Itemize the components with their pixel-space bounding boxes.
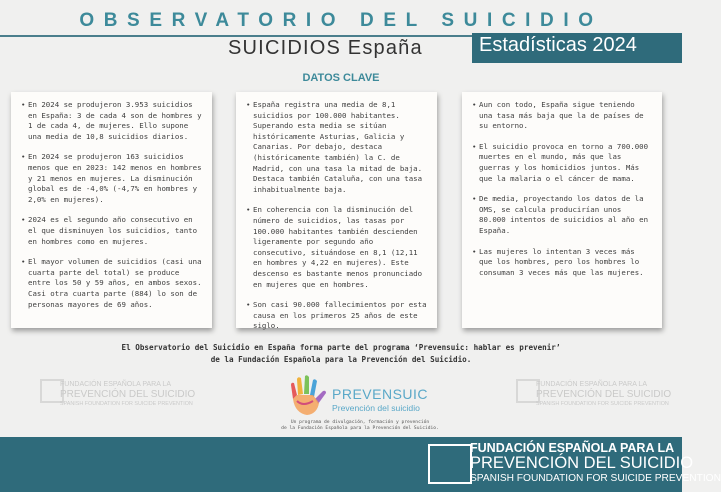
program-note-line-2: de la Fundación Española para la Prevención del Suicidio. [210, 355, 472, 364]
foundation-name-line-1: FUNDACIÓN ESPAÑOLA PARA LA [470, 441, 675, 455]
key-data-item: • El mayor volumen de suicidios (casi una cuarta parte del total) se produce entre los 50 y 59 años, en ambos sexos. Casi otra cuarta parte (884) lo son de personas mayores de 69 años. [21, 257, 202, 310]
key-data-list [472, 100, 652, 278]
foundation-name-line-2: PREVENCIÓN DEL SUICIDIO [470, 454, 694, 472]
key-data-card-3 [462, 92, 662, 328]
colorful-hand-icon [283, 371, 331, 419]
key-data-item: • Las mujeres lo intentan 3 veces más que los hombres, pero los hombres lo consuman 3 veces más que las mujeres. [472, 247, 652, 279]
key-data-item: • En 2024 se produjeron 163 suicidios menos que en 2023: 142 menos en hombres y 21 menos en mujeres. La disminución global es de -4,0% (-4,7% en hombres y 2,0% en mujeres). [21, 152, 202, 205]
program-note [0, 342, 682, 366]
prevensuic-logo-name: PREVENSUIC [332, 386, 429, 402]
section-title: DATOS CLAVE [302, 72, 380, 84]
prevensuic-tagline: Prevención del suicidio [332, 403, 420, 413]
stats-year-badge: Estadísticas 2024 [472, 33, 682, 63]
program-note-line-1: El Observatorio del Suicidio en España forma parte del programa ‘Prevensuic: hablar es prevenir’ [121, 343, 561, 352]
foundation-watermark-right: FUNDACIÓN ESPAÑOLA PARA LA PREVENCIÓN DEL SUICIDIO SPANISH FOUNDATION FOR SUICIDE PREVENTION [516, 379, 676, 411]
key-data-item: • En 2024 se produjeron 3.953 suicidios en España: 3 de cada 4 son de hombres y 1 de cada 4, de mujeres. Ello supone una media de 10,8 suicidios diarios. [21, 100, 202, 142]
foundation-name-english: SPANISH FOUNDATION FOR SUICIDE PREVENTION [470, 473, 721, 484]
key-data-item: • En coherencia con la disminución del número de suicidios, las tasas por 100.000 habitantes también descienden ligeramente por segundo año consecutivo, situándose en 8,1 (12,11 en hombres y 4,22 en mujeres). Este descenso es bastante menos pronunciado en mujeres que en hombres. [246, 205, 427, 290]
key-data-item: • El suicidio provoca en torno a 700.000 muertes en el mundo, más que las guerras y los homicidios juntos. Más que la malaria o el cáncer de mama. [472, 142, 652, 184]
key-data-card-2 [236, 92, 437, 331]
key-data-item: • Son casi 90.000 fallecimientos por esta causa en los primeros 25 años de este siglo. [246, 300, 427, 332]
key-data-item: • 2024 es el segundo año consecutivo en el que disminuyen los suicidios, tanto en hombres como en mujeres. [21, 215, 202, 247]
key-data-item: • De media, proyectando los datos de la OMS, se calcula producirían unos 80.000 intentos de suicidios al año en España. [472, 194, 652, 236]
page-subtitle: SUICIDIOS España [228, 37, 423, 59]
key-data-list [246, 100, 427, 332]
prevensuic-description: Un programa de divulgación, formación y prevención de la Fundación Española para la Prevención del Suicidio. [281, 420, 439, 431]
observatory-title: OBSERVATORIO DEL SUICIDIO [79, 10, 603, 31]
key-data-list [21, 100, 202, 310]
key-data-card-1 [11, 92, 212, 328]
logo-square-icon [428, 444, 472, 484]
foundation-watermark-left: FUNDACIÓN ESPAÑOLA PARA LA PREVENCIÓN DEL SUICIDIO SPANISH FOUNDATION FOR SUICIDE PREVENTION [40, 379, 220, 411]
key-data-item: • España registra una media de 8,1 suicidios por 100.000 habitantes. Superando esta media se sitúan históricamente Asturias, Galicia y Canarias. Por debajo, destaca (históricamente también) la C. de Madrid, con una tasa la mitad de baja. Destaca también Cataluña, con una tasa inhabitualmente baja. [246, 100, 427, 195]
key-data-item: • Aun con todo, España sigue teniendo una tasa más baja que la de países de su entorno. [472, 100, 652, 132]
